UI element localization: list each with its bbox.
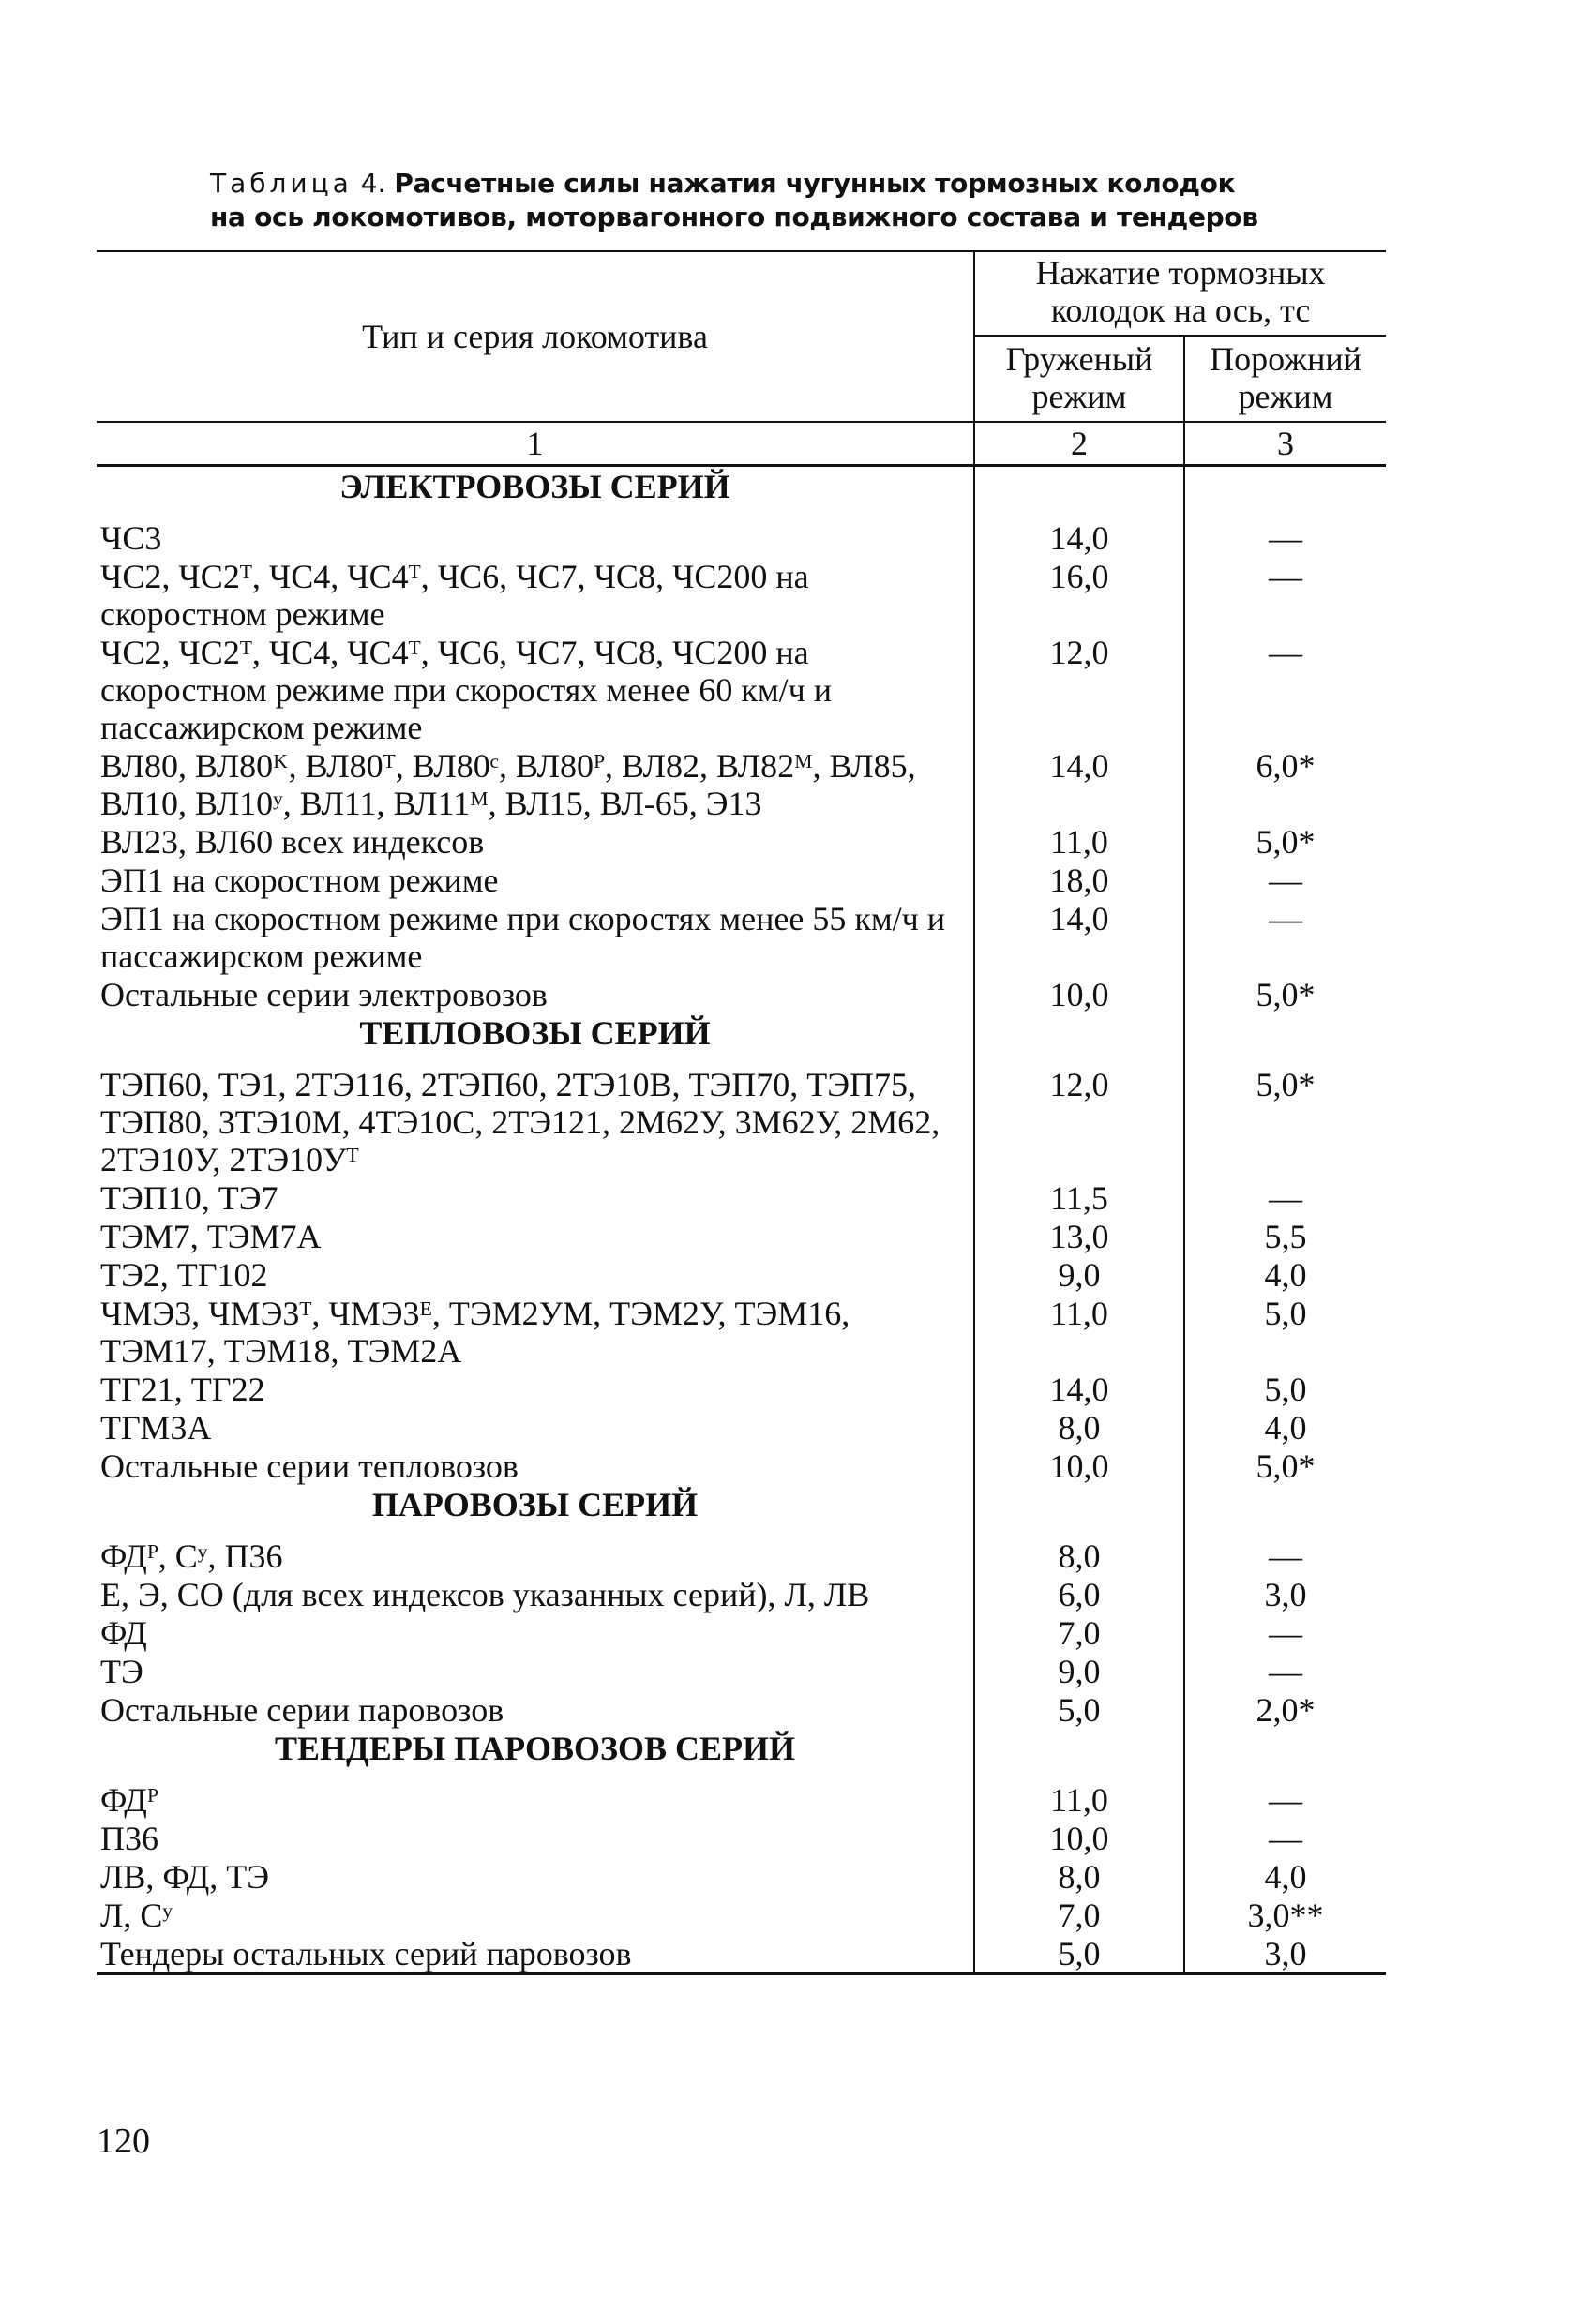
locomotive-series: ФДᴾ, Сʸ, П36 [100, 1537, 283, 1575]
table-caption [210, 167, 1335, 234]
locomotive-series: ВЛ23, ВЛ60 всех индексов [100, 823, 485, 861]
locomotive-series: ФДᴾ [100, 1781, 158, 1819]
section-title: ПАРОВОЗЫ СЕРИЙ [371, 1486, 699, 1523]
caption-title-1: Расчетные силы нажатия чугунных тормозных колодок [394, 168, 1236, 199]
locomotive-series: ЧС3 [100, 519, 162, 557]
column-number-2: 2 [973, 423, 1183, 464]
locomotive-series: ТЭ2, ТГ102 [100, 1256, 268, 1294]
locomotive-series: Е, Э, СО (для всех индексов указанных серий), Л, ЛВ [100, 1576, 870, 1613]
locomotive-series: ТГМ3А [100, 1409, 212, 1447]
caption-line-1 [210, 167, 1335, 201]
empty-value: 2,0* [1183, 1690, 1386, 1729]
loaded-value: 13,0 [973, 1217, 1183, 1255]
locomotive-series: Остальные серии тепловозов [100, 1447, 519, 1485]
section-title-spacer [973, 467, 1183, 518]
empty-value: — [1183, 1652, 1386, 1690]
locomotive-series: Остальные серии паровозов [100, 1691, 504, 1729]
empty-value: — [1183, 518, 1386, 557]
locomotive-series: ФД [100, 1614, 147, 1652]
loaded-value: 11,0 [973, 1294, 1183, 1370]
loaded-value: 10,0 [973, 975, 1183, 1013]
table-bottom-rule [97, 1972, 1386, 1975]
locomotive-series: Остальные серии электровозов [100, 976, 548, 1013]
empty-value: 5,0 [1183, 1294, 1386, 1370]
locomotive-series: Л, Сʸ [100, 1897, 173, 1934]
column-numbers [97, 421, 1386, 467]
loaded-value: 11,5 [973, 1178, 1183, 1217]
loaded-value: 14,0 [973, 899, 1183, 975]
caption-prefix: Таблица [210, 168, 353, 199]
section-title-spacer [973, 1485, 1183, 1537]
empty-value: 5,0* [1183, 822, 1386, 861]
locomotive-series: П36 [100, 1820, 158, 1857]
loaded-value: 9,0 [973, 1652, 1183, 1690]
section-title: ЭЛЕКТРОВОЗЫ СЕРИЙ [339, 468, 730, 505]
caption-number: 4. [360, 168, 386, 199]
loaded-value: 12,0 [973, 633, 1183, 746]
empty-value: — [1183, 1780, 1386, 1819]
loaded-value: 18,0 [973, 861, 1183, 899]
empty-value: 3,0 [1183, 1575, 1386, 1613]
loaded-value: 14,0 [973, 746, 1183, 822]
loaded-value: 7,0 [973, 1896, 1183, 1934]
section-title-spacer [973, 1729, 1183, 1780]
section-title-spacer [1183, 467, 1386, 518]
locomotive-series: ТЭП60, ТЭ1, 2ТЭ116, 2ТЭП60, 2ТЭ10В, ТЭП70, ТЭП75, ТЭП80, 3ТЭ10М, 4ТЭ10С, 2ТЭ121, 2М62У, 3М62У, 2М62, 2ТЭ10У, 2ТЭ10Уᵀ [100, 1066, 940, 1178]
section-title-spacer [973, 1013, 1183, 1065]
empty-value: 4,0 [1183, 1255, 1386, 1294]
page-number: 120 [97, 2122, 150, 2161]
section-title-spacer [1183, 1729, 1386, 1780]
loaded-value: 7,0 [973, 1613, 1183, 1652]
loaded-value: 16,0 [973, 557, 1183, 633]
loaded-value: 8,0 [973, 1537, 1183, 1575]
empty-value: 5,0* [1183, 975, 1386, 1013]
locomotive-series: ЭП1 на скоростном режиме [100, 862, 499, 899]
empty-value: 3,0 [1183, 1934, 1386, 1972]
loaded-value: 12,0 [973, 1065, 1183, 1178]
loaded-value: 11,0 [973, 822, 1183, 861]
locomotive-series: ТЭ [100, 1653, 143, 1690]
header-loaded: Груженый режим [973, 337, 1183, 421]
loaded-value: 9,0 [973, 1255, 1183, 1294]
loaded-value: 5,0 [973, 1934, 1183, 1972]
locomotive-series: ЧС2, ЧС2ᵀ, ЧС4, ЧС4ᵀ, ЧС6, ЧС7, ЧС8, ЧС200 на скоростном режиме [100, 558, 809, 633]
locomotive-series: ВЛ80, ВЛ80ᴷ, ВЛ80ᵀ, ВЛ80ᶜ, ВЛ80ᴾ, ВЛ82, ВЛ82ᴹ, ВЛ85, ВЛ10, ВЛ10ʸ, ВЛ11, ВЛ11ᴹ, ВЛ15, ВЛ-65, Э13 [100, 747, 916, 822]
empty-value: 6,0* [1183, 746, 1386, 822]
loaded-value: 10,0 [973, 1447, 1183, 1485]
empty-value: — [1183, 1613, 1386, 1652]
loaded-value: 6,0 [973, 1575, 1183, 1613]
loaded-value: 10,0 [973, 1819, 1183, 1857]
locomotive-series: ТЭМ7, ТЭМ7А [100, 1218, 322, 1255]
empty-value: — [1183, 633, 1386, 746]
empty-value: — [1183, 899, 1386, 975]
locomotive-series: ТЭП10, ТЭ7 [100, 1179, 278, 1217]
empty-value: — [1183, 557, 1386, 633]
empty-value: — [1183, 1819, 1386, 1857]
header-group: Нажатие тормозных колодок на ось, тс [973, 252, 1386, 337]
column-number-1: 1 [526, 425, 544, 462]
empty-value: — [1183, 1178, 1386, 1217]
locomotive-series: ЧМЭ3, ЧМЭ3ᵀ, ЧМЭ3ᴱ, ТЭМ2УМ, ТЭМ2У, ТЭМ16, ТЭМ17, ТЭМ18, ТЭМ2А [100, 1295, 850, 1370]
empty-value: 5,0 [1183, 1370, 1386, 1408]
table-header [97, 250, 1386, 421]
brake-force-table [97, 250, 1386, 1975]
section-title: ТЕНДЕРЫ ПАРОВОЗОВ СЕРИЙ [275, 1730, 795, 1767]
empty-value: 4,0 [1183, 1408, 1386, 1447]
empty-value: 4,0 [1183, 1857, 1386, 1896]
loaded-value: 11,0 [973, 1780, 1183, 1819]
empty-value: 3,0** [1183, 1896, 1386, 1934]
table-body [97, 467, 1386, 1972]
header-type: Тип и серия локомотива [362, 318, 708, 355]
locomotive-series: ТГ21, ТГ22 [100, 1371, 265, 1408]
locomotive-series: ЧС2, ЧС2ᵀ, ЧС4, ЧС4ᵀ, ЧС6, ЧС7, ЧС8, ЧС200 на скоростном режиме при скоростях менее 60 км/ч и пассажирском режиме [100, 634, 832, 746]
section-title: ТЕПЛОВОЗЫ СЕРИЙ [359, 1014, 711, 1052]
locomotive-series: Тендеры остальных серий паровозов [100, 1935, 632, 1972]
header-empty: Порожний режим [1183, 337, 1386, 421]
empty-value: 5,0* [1183, 1065, 1386, 1178]
section-title-spacer [1183, 1485, 1386, 1537]
loaded-value: 8,0 [973, 1857, 1183, 1896]
column-number-3: 3 [1183, 423, 1386, 464]
locomotive-series: ЭП1 на скоростном режиме при скоростях менее 55 км/ч и пассажирском режиме [100, 900, 945, 975]
locomotive-series: ЛВ, ФД, ТЭ [100, 1858, 270, 1896]
empty-value: — [1183, 861, 1386, 899]
caption-title-2: на ось локомотивов, моторвагонного подвижного состава и тендеров [210, 202, 1258, 232]
empty-value: — [1183, 1537, 1386, 1575]
section-title-spacer [1183, 1013, 1386, 1065]
empty-value: 5,5 [1183, 1217, 1386, 1255]
loaded-value: 14,0 [973, 518, 1183, 557]
loaded-value: 14,0 [973, 1370, 1183, 1408]
loaded-value: 5,0 [973, 1690, 1183, 1729]
loaded-value: 8,0 [973, 1408, 1183, 1447]
empty-value: 5,0* [1183, 1447, 1386, 1485]
